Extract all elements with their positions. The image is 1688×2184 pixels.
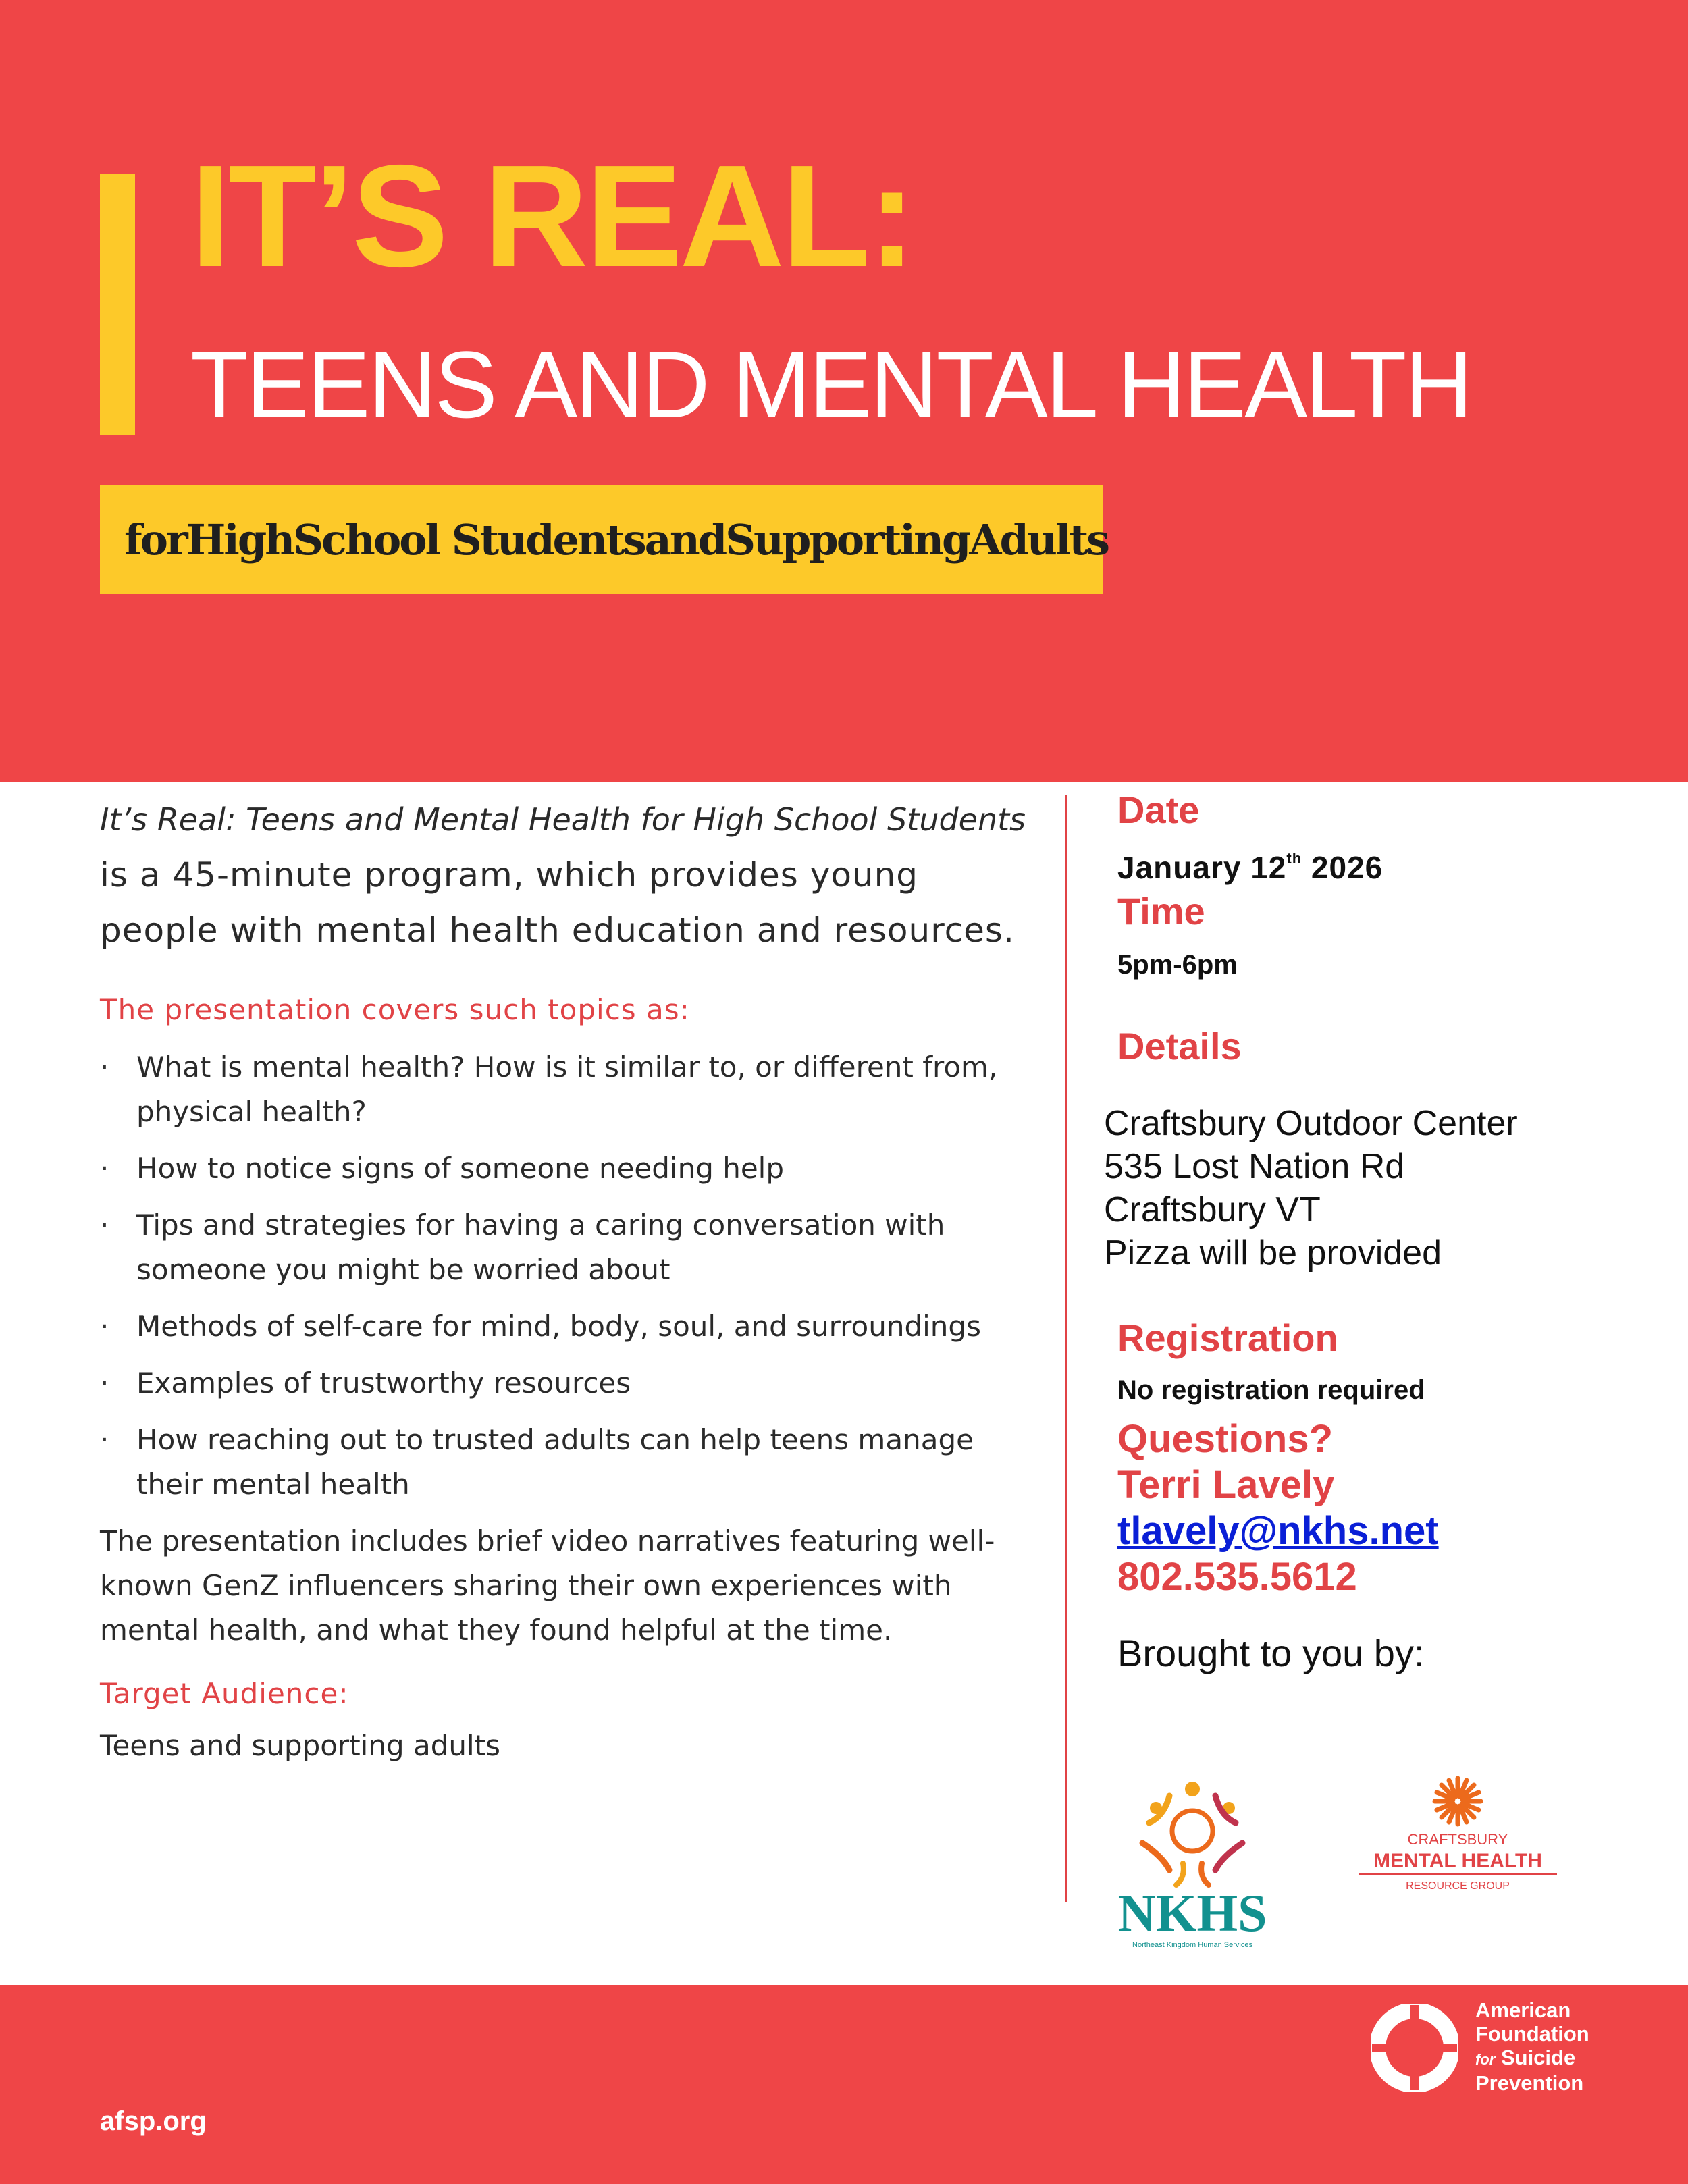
audience-banner-text: forHighSchool StudentsandSupportingAdults bbox=[124, 514, 1109, 564]
nkhs-tagline: Northeast Kingdom Human Services bbox=[1132, 1941, 1252, 1949]
lifebuoy-icon bbox=[1371, 2004, 1458, 2092]
contact-name: Terri Lavely bbox=[1117, 1462, 1335, 1507]
accent-bar bbox=[100, 174, 135, 435]
afsp-for: for bbox=[1475, 2051, 1496, 2068]
nkhs-sun-icon bbox=[1102, 1769, 1283, 1951]
contact-block bbox=[1117, 1416, 1671, 1600]
intro-paragraph bbox=[100, 791, 1045, 958]
afsp-line: Suicide bbox=[1500, 2046, 1576, 2069]
craftsbury-sunburst-icon bbox=[1340, 1749, 1576, 1951]
page-title: IT’S REAL: bbox=[190, 134, 914, 297]
details-label: Details bbox=[1117, 1024, 1242, 1067]
contact-phone: 802.535.5612 bbox=[1117, 1554, 1357, 1599]
cmh-main-text: MENTAL HEALTH bbox=[1373, 1850, 1542, 1872]
details-line: Craftsbury VT bbox=[1104, 1190, 1321, 1230]
details-line: Pizza will be provided bbox=[1104, 1233, 1442, 1273]
topic-item: · How to notice signs of someone needing help bbox=[100, 1146, 1045, 1191]
afsp-line: Foundation bbox=[1475, 2022, 1589, 2046]
topics-list bbox=[100, 1045, 1045, 1507]
topics-heading: The presentation covers such topics as: bbox=[100, 993, 690, 1026]
details-block bbox=[1104, 1102, 1671, 1275]
nkhs-logo bbox=[1102, 1769, 1283, 1951]
questions-label: Questions? bbox=[1117, 1416, 1334, 1461]
brought-by-label: Brought to you by: bbox=[1117, 1631, 1425, 1674]
footer-url-link[interactable]: afsp.org bbox=[100, 2106, 207, 2136]
date-value bbox=[1117, 849, 1671, 886]
event-info bbox=[1104, 789, 1671, 1675]
topic-item: · Examples of trustworthy resources bbox=[100, 1361, 1045, 1406]
date-day: January 12 bbox=[1117, 850, 1287, 886]
topic-item: · Tips and strategies for having a caring conversation with someone you might be worried about bbox=[100, 1203, 1045, 1292]
nkhs-wordmark: NKHS bbox=[1117, 1884, 1267, 1942]
topic-item: · What is mental health? How is it similar to, or different from, physical health? bbox=[100, 1045, 1045, 1134]
registration-value: No registration required bbox=[1117, 1375, 1425, 1405]
hero-banner bbox=[0, 0, 1688, 782]
intro-text: is a 45-minute program, which provides young people with mental health education and resources. bbox=[100, 855, 1015, 950]
details-line: 535 Lost Nation Rd bbox=[1104, 1147, 1405, 1187]
craftsbury-mental-health-logo bbox=[1340, 1749, 1576, 1951]
date-year: 2026 bbox=[1302, 850, 1383, 886]
topic-item: · Methods of self-care for mind, body, soul, and surroundings bbox=[100, 1304, 1045, 1349]
target-audience-value: Teens and supporting adults bbox=[100, 1729, 501, 1762]
page-subtitle: TEENS AND MENTAL HEALTH bbox=[190, 331, 1471, 437]
time-label: Time bbox=[1117, 890, 1205, 933]
registration-label: Registration bbox=[1117, 1316, 1338, 1360]
details-line: Craftsbury Outdoor Center bbox=[1104, 1104, 1518, 1144]
afsp-line: Prevention bbox=[1475, 2071, 1584, 2095]
date-label: Date bbox=[1117, 789, 1200, 831]
afsp-line: American bbox=[1475, 1998, 1571, 2022]
target-audience-heading: Target Audience: bbox=[100, 1677, 349, 1710]
time-value: 5pm-6pm bbox=[1117, 949, 1238, 980]
afsp-wordmark bbox=[1475, 1998, 1589, 2095]
cmh-top-text: CRAFTSBURY bbox=[1407, 1831, 1508, 1848]
program-description bbox=[100, 791, 1045, 1768]
presentation-note: The presentation includes brief video narratives featuring well-known GenZ influencers sharing their own experiences with mental health, and what they found helpful at the time. bbox=[100, 1524, 995, 1647]
cmh-bottom-text: RESOURCE GROUP bbox=[1406, 1880, 1510, 1892]
column-divider bbox=[1065, 795, 1067, 1902]
date-suffix: th bbox=[1286, 850, 1302, 868]
program-name: It’s Real: Teens and Mental Health for High School Students bbox=[100, 801, 1026, 838]
audience-banner bbox=[100, 485, 1109, 594]
contact-email-link[interactable]: tlavely@nkhs.net bbox=[1117, 1508, 1439, 1553]
topic-item: · How reaching out to trusted adults can help teens manage their mental health bbox=[100, 1418, 1045, 1507]
